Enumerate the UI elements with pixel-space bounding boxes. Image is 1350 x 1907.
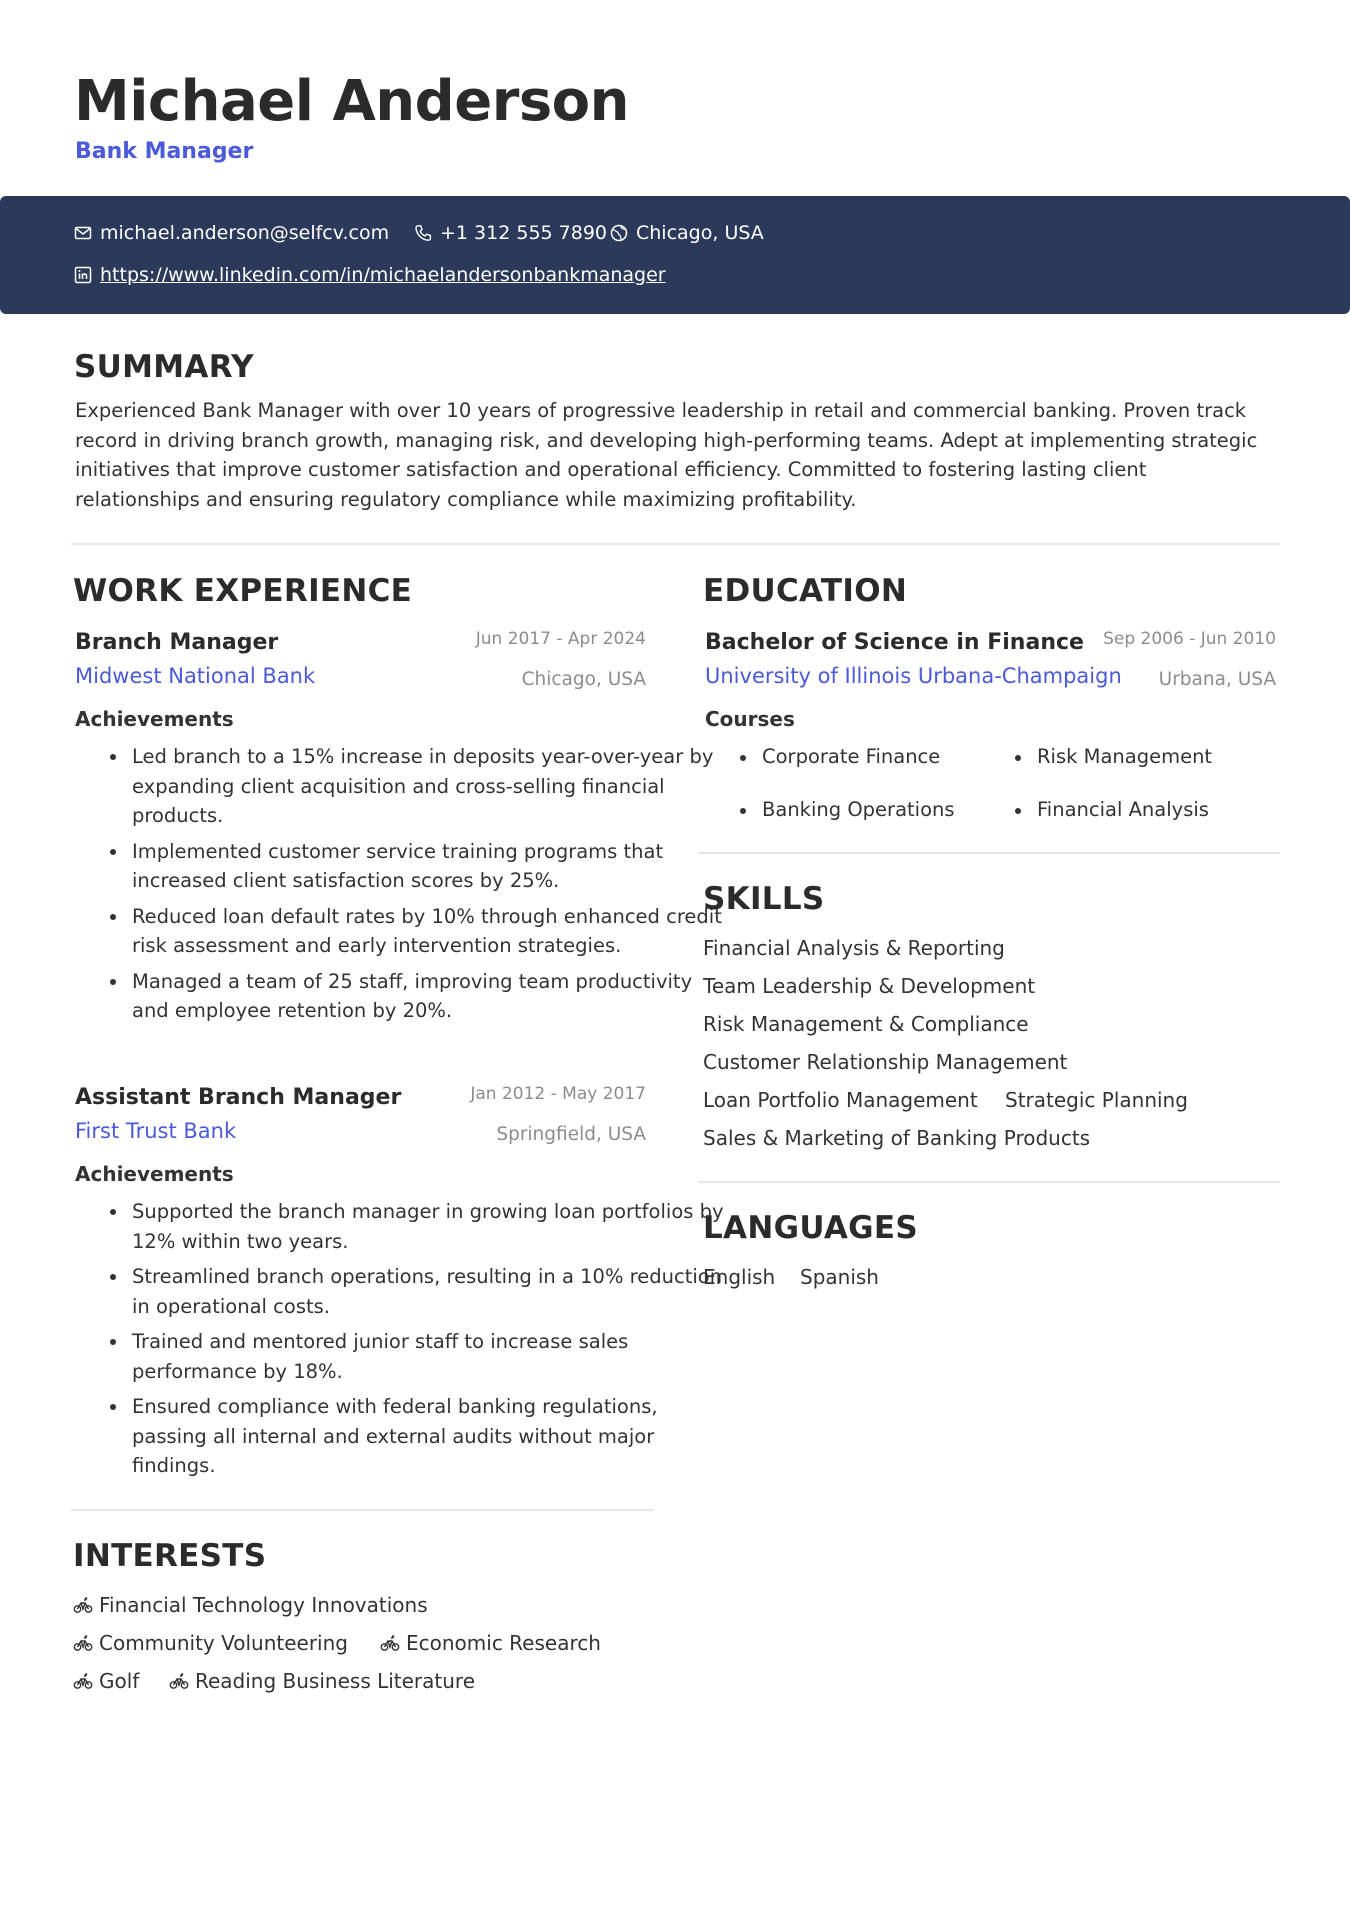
school-location: Urbana, USA [1158,669,1276,690]
interest-item [73,1591,428,1619]
course-item: Banking Operations [762,796,955,824]
education-title: EDUCATION [703,573,908,609]
bicycle-icon [73,1595,93,1615]
location-text: Chicago, USA [636,222,764,244]
divider [71,1509,654,1511]
interest-label: Financial Technology Innovations [99,1593,428,1617]
list-item: Led branch to a 15% increase in deposits year-over-year by expanding client acquisition and cross-selling financial products. [132,742,732,831]
interest-item [73,1629,348,1657]
list-item: Reduced loan default rates by 10% through enhanced credit risk assessment and early intervention strategies. [132,902,732,961]
job-location: Chicago, USA [521,669,646,690]
bicycle-icon [73,1671,93,1691]
interest-label: Golf [99,1669,140,1693]
candidate-name: Michael Anderson [74,69,630,134]
achievements-list [75,1197,732,1487]
linkedin-link[interactable]: https://www.linkedin.com/in/michaelandersonbankmanager [100,264,666,286]
education-dates: Sep 2006 - Jun 2010 [1103,629,1276,649]
list-item: Ensured compliance with federal banking regulations, passing all internal and external audits without major findings. [132,1392,732,1481]
skill-item: Risk Management & Compliance [703,1012,1029,1036]
interest-item [380,1629,601,1657]
interest-item [73,1667,139,1695]
divider [71,543,1280,545]
bicycle-icon [73,1633,93,1653]
job-dates: Jan 2012 - May 2017 [470,1084,646,1104]
list-item: Supported the branch manager in growing loan portfolios by 12% within two years. [132,1197,732,1256]
achievements-list [75,742,732,1032]
interest-item [169,1667,475,1695]
job-dates: Jun 2017 - Apr 2024 [475,629,646,649]
skills-title: SKILLS [703,881,825,917]
job-location: Springfield, USA [496,1124,646,1145]
skill-item: Sales & Marketing of Banking Products [703,1126,1091,1150]
job-title: Assistant Branch Manager [75,1085,402,1110]
courses-heading: Courses [705,707,795,731]
course-item: Risk Management [1037,743,1212,771]
language-item: English [703,1265,776,1289]
degree-title: Bachelor of Science in Finance [705,630,1084,655]
interest-label: Reading Business Literature [195,1669,476,1693]
list-item: Implemented customer service training programs that increased client satisfaction scores by 25%. [132,837,732,896]
course-item: Corporate Finance [762,743,940,771]
contact-phone[interactable] [414,220,607,246]
interest-label: Economic Research [406,1631,601,1655]
achievements-heading: Achievements [75,707,234,731]
linkedin-icon [74,266,92,284]
skill-item: Customer Relationship Management [703,1050,1068,1074]
summary-title: SUMMARY [74,349,254,385]
contact-location [610,220,764,246]
email-text: michael.anderson@selfcv.com [100,222,390,244]
language-item: Spanish [800,1265,879,1289]
course-item: Financial Analysis [1037,796,1209,824]
job-title: Branch Manager [75,630,279,655]
bicycle-icon [380,1633,400,1653]
list-item: Streamlined branch operations, resulting in a 10% reduction in operational costs. [132,1262,732,1321]
divider [698,852,1280,854]
contact-linkedin[interactable] [74,262,666,288]
list-item: Managed a team of 25 staff, improving team productivity and employee retention by 20%. [132,967,732,1026]
company-name: First Trust Bank [75,1119,237,1143]
summary-text: Experienced Bank Manager with over 10 years of progressive leadership in retail and commercial banking. Proven track record in driving branch growth, managing risk, and developing high-performing teams. Adept at implementing strategic initiatives that improve customer satisfaction and operational efficiency. Committed to fostering lasting client relationships and ensuring regulatory compliance while maximizing profitability. [75,399,1258,511]
bicycle-icon [169,1671,189,1691]
list-item: Trained and mentored junior staff to increase sales performance by 18%. [132,1327,732,1386]
languages-title: LANGUAGES [703,1210,918,1246]
phone-icon [414,224,432,242]
interests-title: INTERESTS [73,1538,267,1574]
skill-item: Team Leadership & Development [703,974,1036,998]
mail-icon [74,224,92,242]
skill-item: Strategic Planning [1005,1088,1188,1112]
interest-label: Community Volunteering [99,1631,348,1655]
achievements-heading: Achievements [75,1162,234,1186]
skill-item: Financial Analysis & Reporting [703,936,1005,960]
company-name: Midwest National Bank [75,664,316,688]
contact-bar [0,196,1350,314]
globe-icon [610,224,628,242]
phone-text: +1 312 555 7890 [440,222,608,244]
divider [698,1181,1280,1183]
skill-item: Loan Portfolio Management [703,1088,978,1112]
contact-email[interactable] [74,220,389,246]
candidate-role: Bank Manager [75,139,254,164]
school-name: University of Illinois Urbana-Champaign [705,664,1122,688]
work-experience-title: WORK EXPERIENCE [73,573,413,609]
